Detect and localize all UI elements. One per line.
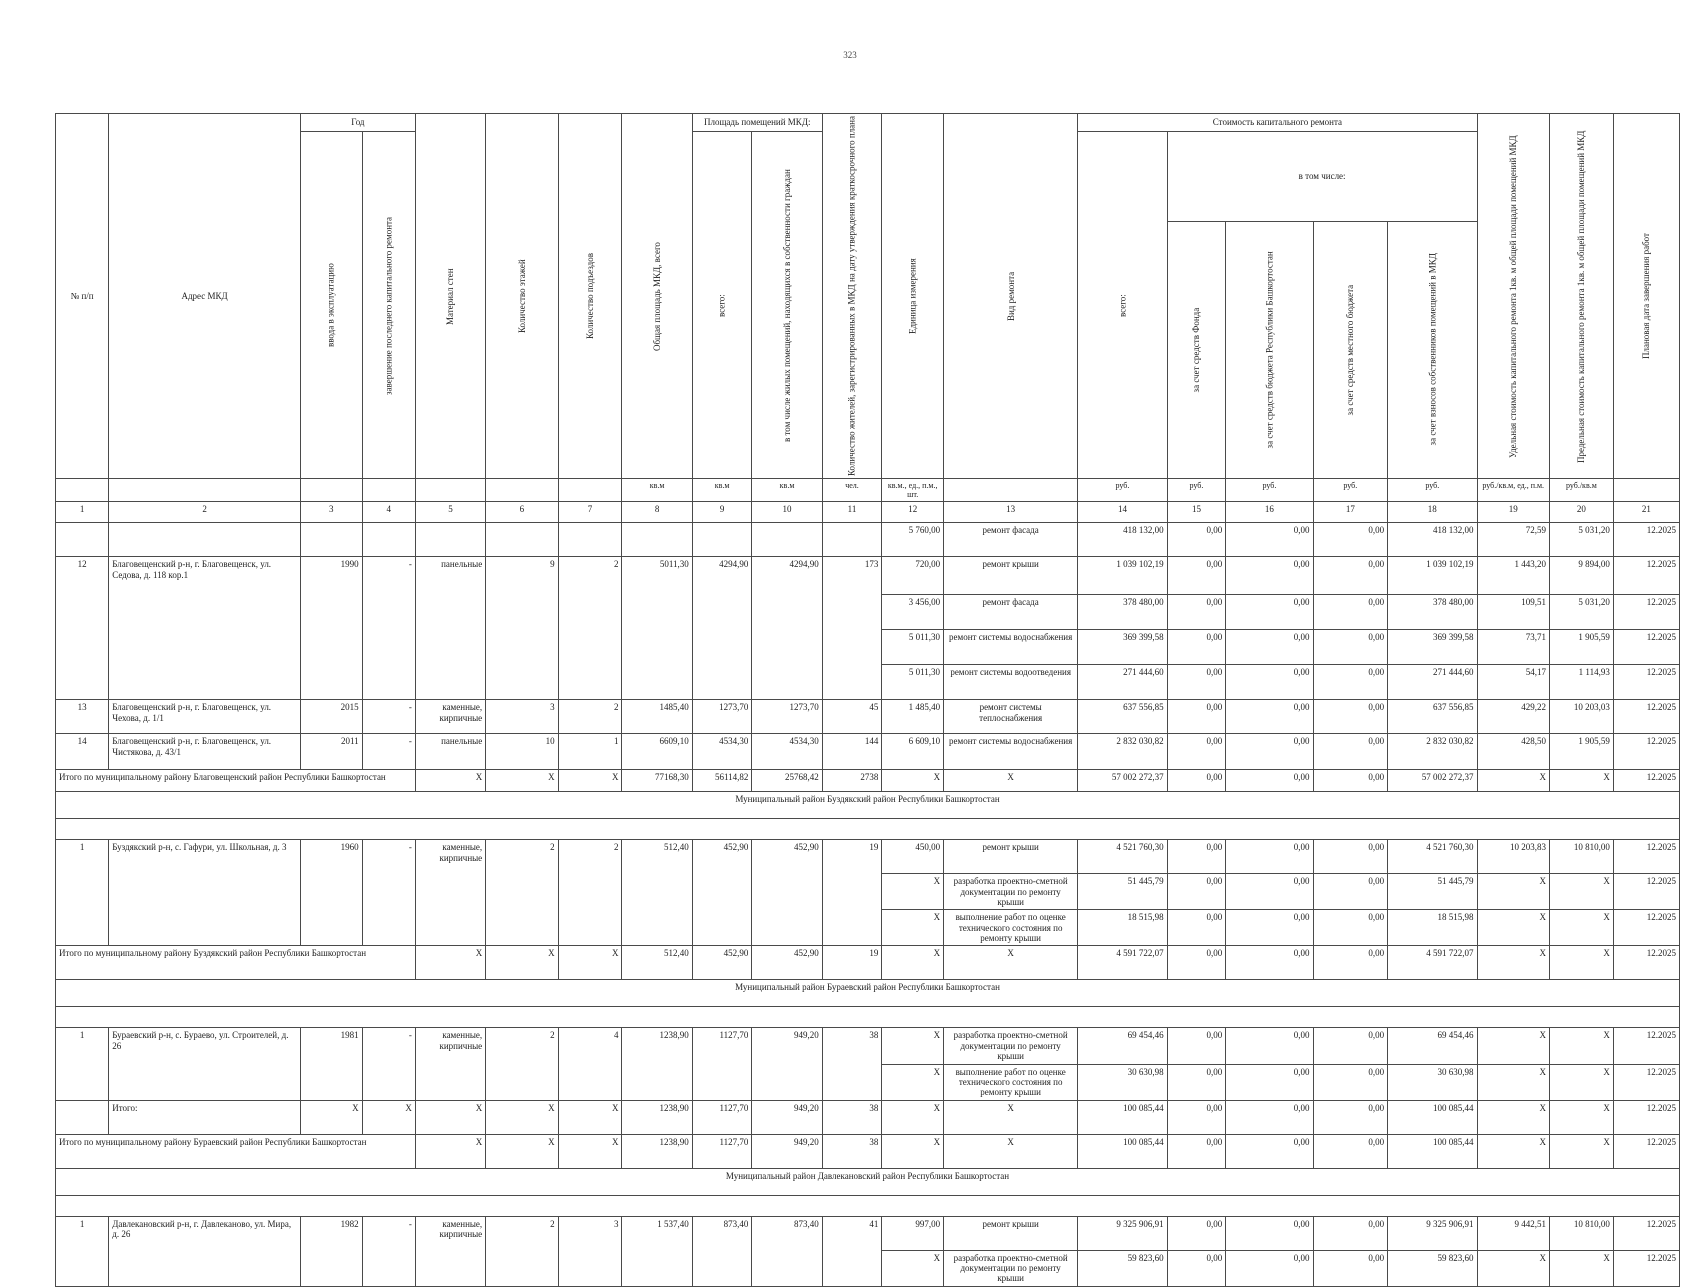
page-number: 323 xyxy=(843,50,857,60)
hdr-address: Адрес МКД xyxy=(109,114,301,479)
district-total-row: Итого по муниципальному району Буздякский район Республики Башкортостан X X X 512,40 452,90 452,90 19 X X 4 591 722,07 0,00 0,00 0,00 4 591 722,07 X X 12.2025 xyxy=(56,946,1680,980)
hdr-work-type: Вид ремонта xyxy=(944,114,1078,479)
table-row: 1 Буздякский р-н, с. Гафури, ул. Школьная, д. 3 1960 - каменные, кирпичные 2 2 512,40 452,90 452,90 19 450,00 ремонт крыши 4 521 760,30 0,00 0,00 0,00 4 521 760,30 10 203,83 10 810,00 12.2025 xyxy=(56,840,1680,874)
table-row: X разработка проектно-сметной документации по ремонту крыши 51 445,79 0,00 0,00 0,00 51 445,79 X X 12.2025 xyxy=(56,874,1680,910)
hdr-cost-owners: за счет взносов собственников помещений в МКД xyxy=(1388,221,1477,478)
hdr-cost-total: всего: xyxy=(1078,132,1167,479)
hdr-premises-residential: в том числе жилых помещений, находящихся в собственности граждан xyxy=(752,132,822,479)
hdr-cost-republic: за счет средств бюджета Республики Башкортостан xyxy=(1226,221,1313,478)
table-row: 12 Благовещенский р-н, г. Благовещенск, ул. Седова, д. 118 кор.1 1990 - панельные 9 2 5011,30 4294,90 4294,90 173 720,00 ремонт крыши 1 039 102,19 0,00 0,00 0,00 1 039 102,19 1 443,20 9 894,00 12.2025 xyxy=(56,557,1680,595)
hdr-premises: Площадь помещений МКД: xyxy=(692,114,822,132)
hdr-total-area: Общая площадь МКД, всего xyxy=(622,114,692,479)
table-row: X разработка проектно-сметной документации по ремонту крыши 59 823,60 0,00 0,00 0,00 59 823,60 X X 12.2025 xyxy=(56,1250,1680,1286)
hdr-cost-fund: за счет средств Фонда xyxy=(1167,221,1226,478)
subtotal-row: Итого: X X X X X 1238,90 1127,70 949,20 38 X X 100 085,44 0,00 0,00 0,00 100 085,44 X X 12.2025 xyxy=(56,1100,1680,1134)
table-row: 1 Давлекановский р-н, г. Давлеканово, ул. Мира, д. 26 1982 - каменные, кирпичные 2 3 1 537,40 873,40 873,40 41 997,00 ремонт крыши 9 325 906,91 0,00 0,00 0,00 9 325 906,91 9 442,51 10 810,00 12.2025 xyxy=(56,1216,1680,1250)
table-row: 13 Благовещенский р-н, г. Благовещенск, ул. Чехова, д. 1/1 2015 - каменные, кирпичные 3 2 1485,40 1273,70 1273,70 45 1 485,40 ремонт системы теплоснабжения 637 556,85 0,00 0,00 0,00 637 556,85 429,22 10 203,03 12.2025 xyxy=(56,700,1680,734)
hdr-year: Год xyxy=(300,114,415,132)
hdr-unit-cost: Удельная стоимость капитального ремонта 1кв. м общей площади помещений МКД xyxy=(1477,114,1549,479)
hdr-entrances: Количество подъездов xyxy=(558,114,622,479)
hdr-including: в том числе: xyxy=(1167,132,1477,222)
district-section-row: Муниципальный район Буздякский район Республики Башкортостан xyxy=(56,792,1680,819)
column-numbers-row: 1 2 3 4 5 6 7 8 9 10 11 12 13 14 15 16 17 18 19 20 21 xyxy=(56,502,1680,523)
table-row: 5 011,30 ремонт системы водоснабжения 369 399,58 0,00 0,00 0,00 369 399,58 73,71 1 905,59 12.2025 xyxy=(56,630,1680,665)
hdr-no: № п/п xyxy=(56,114,109,479)
hdr-cost-local: за счет средств местного бюджета xyxy=(1313,221,1388,478)
district-section-row: Муниципальный район Давлекановский район Республики Башкортостан xyxy=(56,1168,1680,1195)
table-row: 5 011,30 ремонт системы водоотведения 271 444,60 0,00 0,00 0,00 271 444,60 54,17 1 114,93 12.2025 xyxy=(56,665,1680,700)
hdr-year-commission: ввода в эксплуатацию xyxy=(300,132,362,479)
table-row: 3 456,00 ремонт фасада 378 480,00 0,00 0,00 0,00 378 480,00 109,51 5 031,20 12.2025 xyxy=(56,595,1680,630)
hdr-deadline: Плановая дата завершения работ xyxy=(1613,114,1679,479)
hdr-cost: Стоимость капитального ремонта xyxy=(1078,114,1477,132)
district-section-row: Муниципальный район Бураевский район Республики Башкортостан xyxy=(56,980,1680,1007)
table-row: X выполнение работ по оценке технического состояния по ремонту крыши 18 515,98 0,00 0,00 0,00 18 515,98 X X 12.2025 xyxy=(56,910,1680,946)
hdr-units: Единица измерения xyxy=(882,114,944,479)
hdr-material: Материал стен xyxy=(415,114,485,479)
table-row: 1 Бураевский р-н, с. Бураево, ул. Строителей, д. 26 1981 - каменные, кирпичные 2 4 1238,90 1127,70 949,20 38 X разработка проектно-сметной документации по ремонту крыши 69 454,46 0,00 0,00 0,00 69 454,46 X X 12.2025 xyxy=(56,1028,1680,1064)
table-row: 5 760,00 ремонт фасада 418 132,00 0,00 0,00 0,00 418 132,00 72,59 5 031,20 12.2025 xyxy=(56,523,1680,557)
hdr-max-cost: Предельная стоимость капитального ремонта 1кв. м общей площади помещений МКД xyxy=(1549,114,1613,479)
table-row: 14 Благовещенский р-н, г. Благовещенск, ул. Чистякова, д. 43/1 2011 - панельные 10 1 6609,10 4534,30 4534,30 144 6 609,10 ремонт системы водоснабжения 2 832 030,82 0,00 0,00 0,00 2 832 030,82 428,50 1 905,59 12.2025 xyxy=(56,734,1680,770)
units-row: кв.м кв.м кв.м чел. кв.м., ед., п.м., шт. руб. руб. руб. руб. руб. руб./кв.м, ед., п.м. руб./кв.м xyxy=(56,479,1680,502)
hdr-year-repair: завершение последнего капитального ремонта xyxy=(362,132,415,479)
hdr-floors: Количество этажей xyxy=(486,114,558,479)
hdr-residents: Количество жителей, зарегистрированных в МКД на дату утверждения краткосрочного плана xyxy=(822,114,882,479)
capital-repair-table xyxy=(55,113,1680,1287)
table-row: X выполнение работ по оценке технического состояния по ремонту крыши 30 630,98 0,00 0,00 0,00 30 630,98 X X 12.2025 xyxy=(56,1064,1680,1100)
district-total-row: Итого по муниципальному району Бураевский район Республики Башкортостан X X X 1238,90 1127,70 949,20 38 X X 100 085,44 0,00 0,00 0,00 100 085,44 X X 12.2025 xyxy=(56,1134,1680,1168)
hdr-premises-total: всего: xyxy=(692,132,752,479)
district-total-row: Итого по муниципальному району Благовещенский район Республики Башкортостан X X X 77168,30 56114,82 25768,42 2738 X X 57 002 272,37 0,00 0,00 0,00 57 002 272,37 X X 12.2025 xyxy=(56,770,1680,792)
